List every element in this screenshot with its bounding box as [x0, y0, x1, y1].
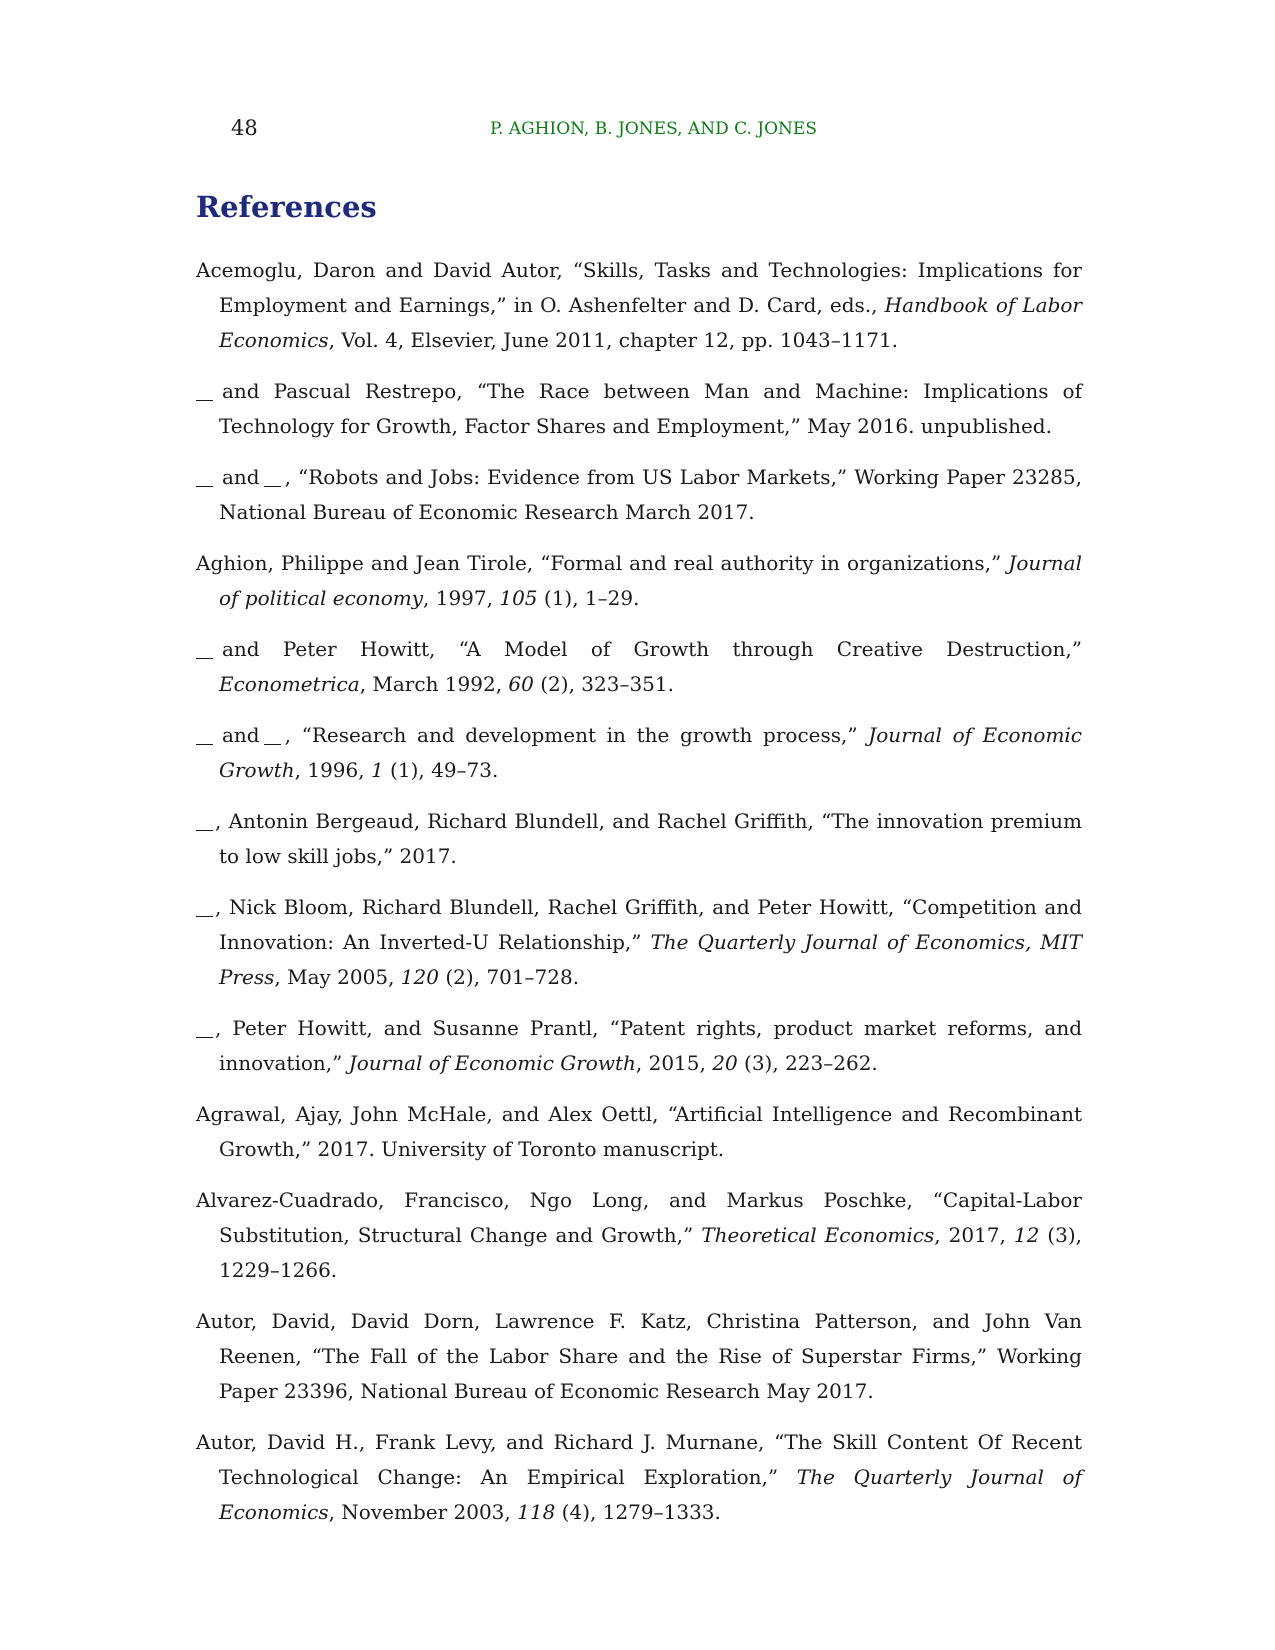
repeat-author-dash [264, 744, 281, 745]
repeat-author-dash [264, 486, 281, 487]
reference-list [196, 253, 1082, 1546]
repeat-author-dash [196, 486, 213, 487]
reference-item: and Peter Howitt, “A Model of Growth through Creative Destruction,” Econometrica, March 1992, 60 (2), 323–351. [196, 632, 1082, 702]
reference-item: , Peter Howitt, and Susanne Prantl, “Patent rights, product market reforms, and innovation,” Journal of Economic Growth, 2015, 20 (3), 223–262. [196, 1011, 1082, 1081]
repeat-author-dash [196, 830, 213, 831]
repeat-author-dash [196, 1037, 213, 1038]
reference-item: Alvarez-Cuadrado, Francisco, Ngo Long, and Markus Poschke, “Capital-Labor Substitution, Structural Change and Growth,” Theoretical Economics, 2017, 12 (3), 1229–1266. [196, 1188, 1082, 1282]
reference-item: , Nick Bloom, Richard Blundell, Rachel Griffith, and Peter Howitt, “Competition and Innovation: An Inverted-U Relationship,” The Quarterly Journal of Economics, MIT Press, May 2005, 120 (2), 701–728. [196, 890, 1082, 995]
repeat-author-dash [196, 744, 213, 745]
repeat-author-dash [196, 400, 213, 401]
repeat-author-dash [196, 916, 213, 917]
reference-item: Autor, David H., Frank Levy, and Richard J. Murnane, “The Skill Content Of Recent Technological Change: An Empirical Exploration,” The Quarterly Journal of Economics, November 2003, 118 (4), 1279–1333. [196, 1430, 1083, 1524]
reference-item: Aghion, Philippe and Jean Tirole, “Formal and real authority in organizations,” Journal of political economy, 1997, 105 (1), 1–29. [196, 551, 1082, 610]
reference-item: , Antonin Bergeaud, Richard Blundell, and Rachel Griffith, “The innovation premium to low skill jobs,” 2017. [196, 804, 1082, 874]
reference-item: and Pascual Restrepo, “The Race between Man and Machine: Implications of Technology for Growth, Factor Shares and Employment,” May 2016. unpublished. [196, 374, 1082, 444]
running-head: P. AGHION, B. JONES, AND C. JONES [490, 119, 817, 139]
reference-item: Agrawal, Ajay, John McHale, and Alex Oettl, “Artificial Intelligence and Recombinant Growth,” 2017. University of Toronto manuscript. [196, 1102, 1082, 1161]
reference-item: and , “Robots and Jobs: Evidence from US Labor Markets,” Working Paper 23285, National Bureau of Economic Research March 2017. [196, 460, 1082, 530]
reference-item: and , “Research and development in the growth process,” Journal of Economic Growth, 1996, 1 (1), 49–73. [196, 718, 1082, 788]
repeat-author-dash [196, 658, 213, 659]
reference-item: Autor, David, David Dorn, Lawrence F. Katz, Christina Patterson, and John Van Reenen, “The Fall of the Labor Share and the Rise of Superstar Firms,” Working Paper 23396, National Bureau of Economic Research May 2017. [196, 1309, 1082, 1403]
reference-item: Acemoglu, Daron and David Autor, “Skills, Tasks and Technologies: Implications for Employment and Earnings,” in O. Ashenfelter and D. Card, eds., Handbook of Labor Economics, Vol. 4, Elsevier, June 2011, chapter 12, pp. 1043–1171. [196, 258, 1082, 352]
section-title: References [196, 190, 377, 224]
page-number: 48 [231, 116, 258, 140]
